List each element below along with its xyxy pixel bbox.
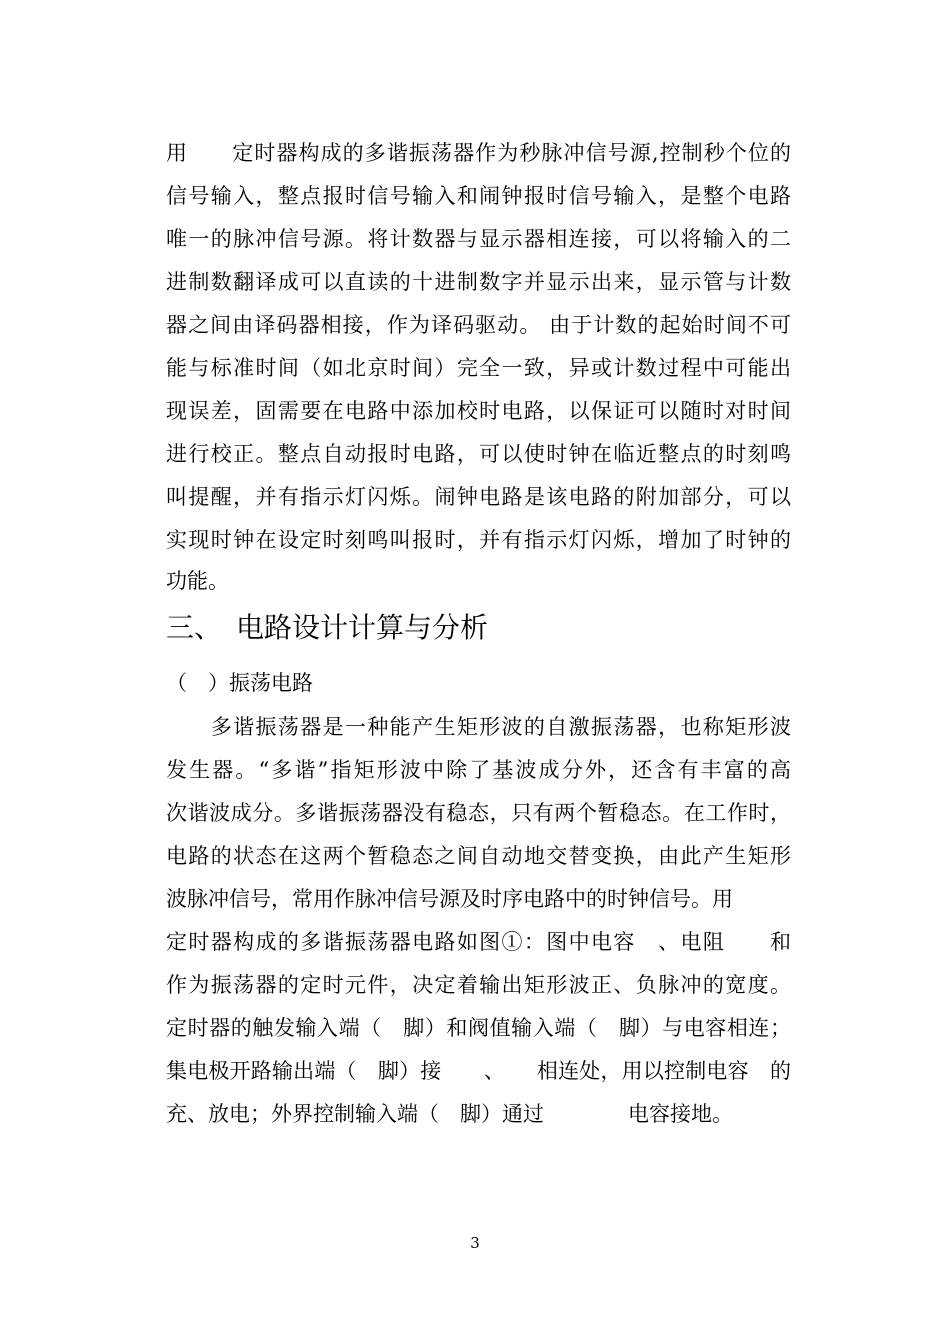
paragraph1-line-6: 能与标准时间（如北京时间）完全一致，异或计数过程中可能出 bbox=[166, 356, 791, 380]
paragraph2-line-3: 次谐波成分。多谐振荡器没有稳态，只有两个暂稳态。在工作时， bbox=[166, 801, 791, 825]
paragraph1-line-11: 功能。 bbox=[166, 569, 229, 593]
paragraph1-line-9: 叫提醒，并有指示灯闪烁。闹钟电路是该电路的附加部分，可以 bbox=[166, 485, 791, 509]
page-number: 3 bbox=[470, 1234, 480, 1252]
paragraph1-line-10: 实现时钟在设定时刻鸣叫报时，并有指示灯闪烁，增加了时钟的 bbox=[166, 528, 791, 552]
paragraph2-line-7: 作为振荡器的定时元件，决定着输出矩形波正、负脉冲的宽度。 bbox=[166, 973, 791, 997]
paragraph1-line-7: 现误差，固需要在电路中添加校时电路，以保证可以随时对时间 bbox=[166, 399, 791, 423]
paragraph2-line-8: 定时器的触发输入端（ 脚）和阀值输入端（ 脚）与电容相连； bbox=[166, 1016, 791, 1040]
paragraph1-line-2: 信号输入，整点报时信号输入和闹钟报时信号输入，是整个电路 bbox=[166, 184, 791, 208]
section-heading: 三、 电路设计计算与分析 bbox=[166, 611, 489, 644]
paragraph2-line-1: 多谐振荡器是一种能产生矩形波的自激振荡器，也称矩形波 bbox=[166, 715, 791, 739]
paragraph1-line-3: 唯一的脉冲信号源。将计数器与显示器相连接，可以将输入的二 bbox=[166, 227, 791, 251]
paragraph2-line-4: 电路的状态在这两个暂稳态之间自动地交替变换，由此产生矩形 bbox=[166, 844, 791, 868]
paragraph1-line-5: 器之间由译码器相接，作为译码驱动。 由于计数的起始时间不可 bbox=[166, 313, 791, 337]
paragraph2-line-9: 集电极开路输出端（ 脚）接 、 相连处，用以控制电容 的 bbox=[166, 1059, 791, 1083]
paragraph2-line-2: 发生器。“多谐”指矩形波中除了基波成分外，还含有丰富的高 bbox=[166, 758, 791, 782]
paragraph2-line-6: 定时器构成的多谐振荡器电路如图①：图中电容 、电阻 和 bbox=[166, 930, 791, 954]
paragraph2-line-10: 充、放电；外界控制输入端（ 脚）通过 电容接地。 bbox=[166, 1102, 733, 1126]
paragraph1-line-1: 用 定时器构成的多谐振荡器作为秒脉冲信号源,控制秒个位的 bbox=[166, 141, 791, 165]
paragraph1-line-4: 进制数翻译成可以直读的十进制数字并显示出来，显示管与计数 bbox=[166, 270, 791, 294]
subsection-heading: （ ）振荡电路 bbox=[166, 671, 313, 695]
paragraph2-line-5: 波脉冲信号，常用作脉冲信号源及时序电路中的时钟信号。用 bbox=[166, 887, 733, 911]
paragraph1-line-8: 进行校正。整点自动报时电路，可以使时钟在临近整点的时刻鸣 bbox=[166, 442, 791, 466]
